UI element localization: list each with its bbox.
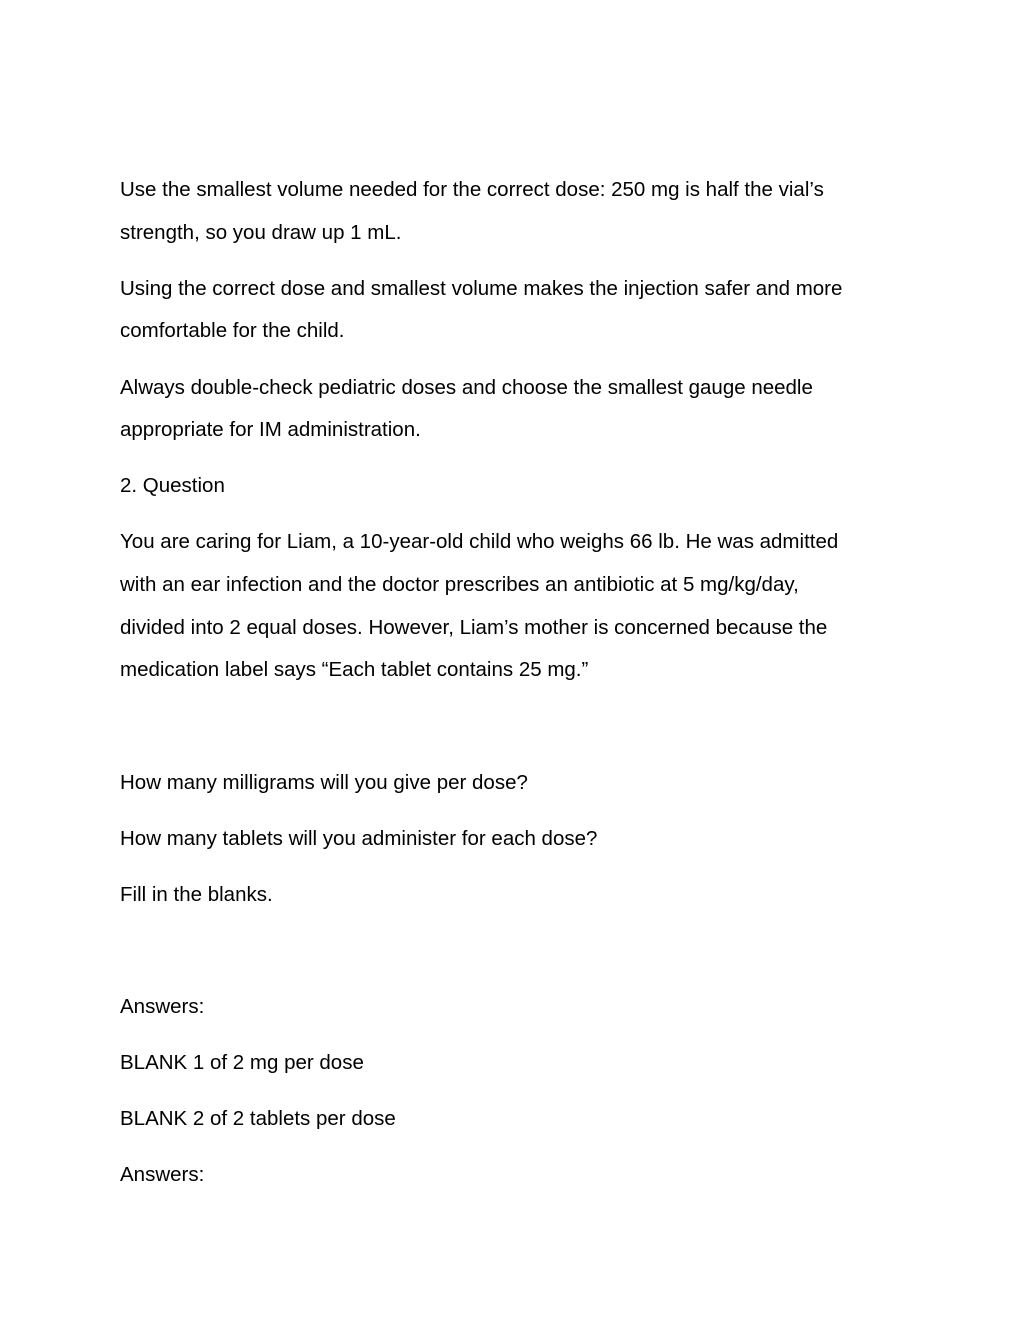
sub-question: How many milligrams will you give per dose? [120,771,528,794]
blank-answer: BLANK 2 of 2 tablets per dose [120,1107,396,1130]
paragraph-line: Always double-check pediatric doses and choose the smallest gauge needle [120,376,813,399]
question-heading: 2. Question [120,474,225,497]
question-text-line: divided into 2 equal doses. However, Liam’s mother is concerned because the [120,616,828,639]
paragraph-line: comfortable for the child. [120,319,345,342]
paragraph-line: strength, so you draw up 1 mL. [120,221,402,244]
question-text-line: You are caring for Liam, a 10-year-old child who weighs 66 lb. He was admitted [120,530,839,553]
question-text-line: with an ear infection and the doctor prescribes an antibiotic at 5 mg/kg/day, [120,573,799,596]
blank-answer: BLANK 1 of 2 mg per dose [120,1051,364,1074]
answers-heading: Answers: [120,995,205,1018]
document-page [120,0,900,1320]
answers-heading: Answers: [120,1163,205,1186]
paragraph-line: Using the correct dose and smallest volume makes the injection safer and more [120,277,843,300]
paragraph-line: appropriate for IM administration. [120,418,421,441]
instruction-text: Fill in the blanks. [120,883,273,906]
paragraph-line: Use the smallest volume needed for the correct dose: 250 mg is half the vial’s [120,178,824,201]
sub-question: How many tablets will you administer for each dose? [120,827,598,850]
question-text-line: medication label says “Each tablet contains 25 mg.” [120,658,589,681]
